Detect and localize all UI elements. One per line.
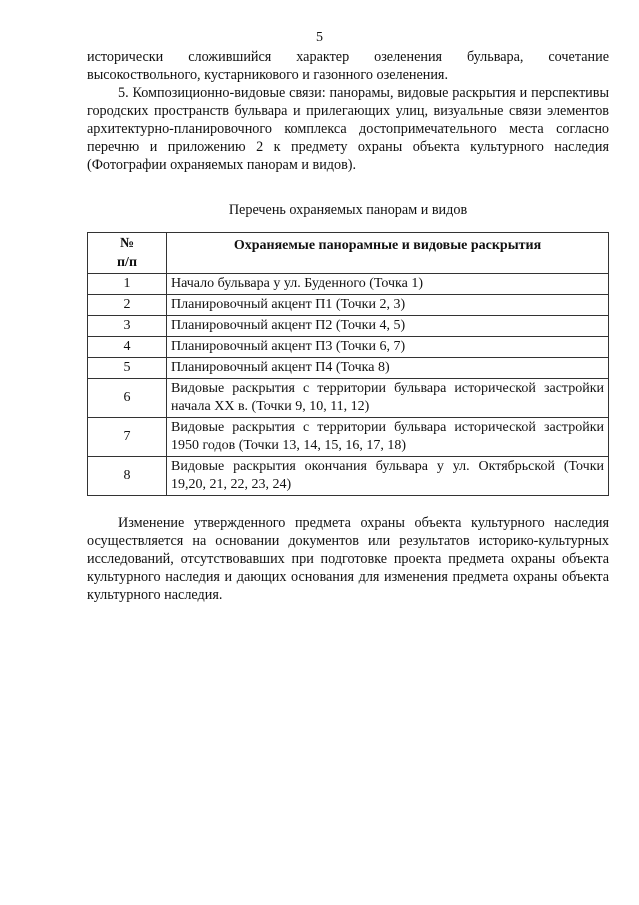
paragraph-amendment xyxy=(87,514,609,604)
row-description: Планировочный акцент П4 (Точка 8) xyxy=(167,358,609,379)
header-number-line1: № xyxy=(119,236,135,251)
row-number: 6 xyxy=(88,379,167,418)
row-description: Видовые раскрытия окончания бульвара у ул. Октябрьской (Точки 19,20, 21, 22, 23, 24) xyxy=(167,457,609,496)
table-row xyxy=(88,337,609,358)
row-number: 1 xyxy=(88,274,167,295)
table-title: Перечень охраняемых панорам и видов xyxy=(228,202,468,218)
row-description: Планировочный акцент П3 (Точки 6, 7) xyxy=(167,337,609,358)
row-number: 8 xyxy=(88,457,167,496)
table-row xyxy=(88,274,609,295)
header-number-line2: п/п xyxy=(116,255,138,270)
table-header-row xyxy=(88,233,609,274)
paragraph-composition-links-text: 5. Композиционно-видовые связи: панорамы, видовые раскрытия и перспективы городских пространств бульвара и прилегающих улиц, визуальные связи элементов архитектурно-планировочного комплекса достопримечательного места согласно перечню и приложению 2 к предмету охраны объекта культурного наследия (Фотографии охраняемых панорам и видов). xyxy=(87,85,609,173)
page-number: 5 xyxy=(316,30,323,45)
header-number xyxy=(88,233,167,274)
row-number: 4 xyxy=(88,337,167,358)
table-row xyxy=(88,358,609,379)
row-number: 7 xyxy=(88,418,167,457)
row-description: Видовые раскрытия с территории бульвара исторической застройки начала XX в. (Точки 9, 10, 11, 12) xyxy=(167,379,609,418)
row-number: 2 xyxy=(88,295,167,316)
protected-views-table xyxy=(87,232,609,496)
table-row xyxy=(88,295,609,316)
paragraph-continued xyxy=(87,48,609,84)
row-number: 3 xyxy=(88,316,167,337)
paragraph-continued-text: исторически сложившийся характер озеленения бульвара, сочетание высокоствольного, кустарникового и газонного озеленения. xyxy=(87,49,609,83)
paragraph-amendment-text: Изменение утвержденного предмета охраны объекта культурного наследия осуществляется на основании документов или результатов историко-культурных исследований, отсутствовавших при подготовке проекта предмета охраны объекта культурного наследия и дающих основания для изменения предмета охраны объекта культурного наследия. xyxy=(87,515,609,603)
row-description: Начало бульвара у ул. Буденного (Точка 1) xyxy=(167,274,609,295)
header-description: Охраняемые панорамные и видовые раскрытия xyxy=(167,233,609,274)
row-description: Видовые раскрытия с территории бульвара исторической застройки 1950 годов (Точки 13, 14, 15, 16, 17, 18) xyxy=(167,418,609,457)
row-description: Планировочный акцент П2 (Точки 4, 5) xyxy=(167,316,609,337)
table-row xyxy=(88,418,609,457)
table-row xyxy=(88,457,609,496)
table-row xyxy=(88,379,609,418)
paragraph-composition-links xyxy=(87,84,609,174)
row-description: Планировочный акцент П1 (Точки 2, 3) xyxy=(167,295,609,316)
row-number: 5 xyxy=(88,358,167,379)
table-row xyxy=(88,316,609,337)
